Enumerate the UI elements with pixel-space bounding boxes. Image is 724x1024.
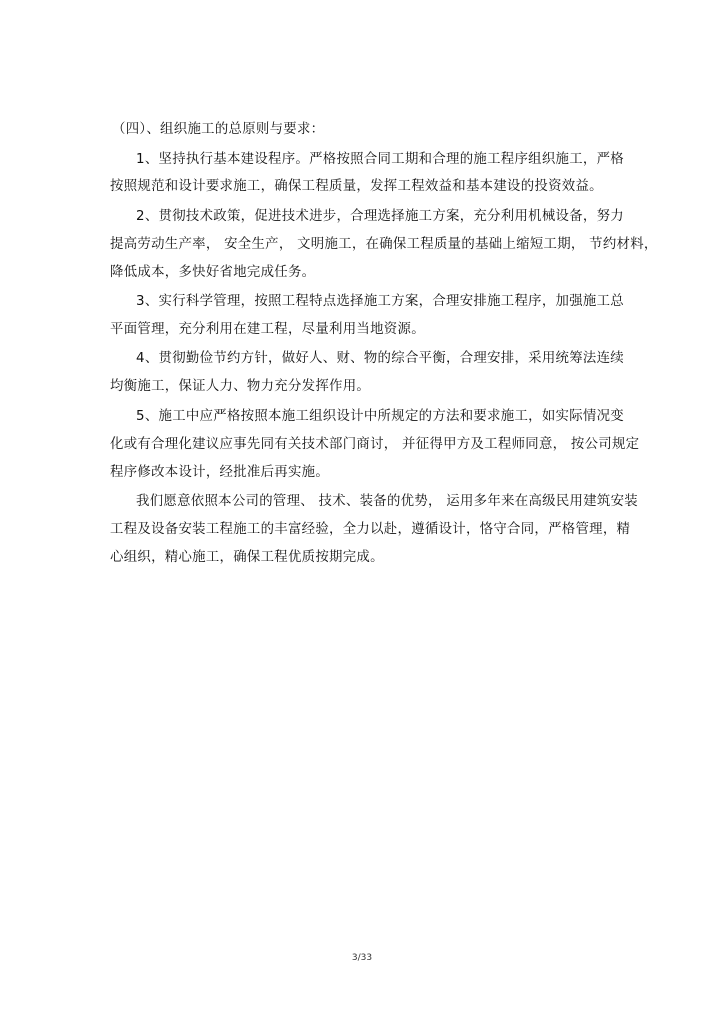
section-heading: （四）、组织施工的总原则与要求： xyxy=(112,122,325,137)
closing-line-1: 我们愿意依照本公司的管理、 技术、装备的优势， 运用多年来在高级民用建筑安装 xyxy=(136,494,638,509)
item-5-line-1: 5、施工中应严格按照本施工组织设计中所规定的方法和要求施工，如实际情况变 xyxy=(136,409,624,424)
item-2-line-1: 2、贯彻技术政策，促进技术进步，合理选择施工方案，充分利用机械设备，努力 xyxy=(136,209,624,224)
closing-line-2: 工程及设备安装工程施工的丰富经验，全力以赴，遵循设计，恪守合同，严格管理，精 xyxy=(110,522,631,537)
page-number: 3/33 xyxy=(351,953,373,963)
item-3-line-1: 3、实行科学管理，按照工程特点选择施工方案，合理安排施工程序，加强施工总 xyxy=(136,294,624,309)
item-4-line-1: 4、贯彻勤俭节约方针，做好人、财、物的综合平衡，合理安排，采用统筹法连续 xyxy=(136,351,624,366)
item-3-line-2: 平面管理，充分利用在建工程，尽量利用当地资源。 xyxy=(110,322,425,337)
item-5-line-3: 程序修改本设计，经批准后再实施。 xyxy=(110,465,330,480)
closing-line-3: 心组织，精心施工，确保工程优质按期完成。 xyxy=(110,550,384,565)
item-2-line-2: 提高劳动生产率， 安全生产， 文明施工，在确保工程质量的基础上缩短工期， 节约材料， xyxy=(110,237,658,252)
item-1-line-1: 1、坚持执行基本建设程序。严格按照合同工期和合理的施工程序组织施工，严格 xyxy=(136,152,624,167)
item-2-line-3: 降低成本，多快好省地完成任务。 xyxy=(110,265,316,280)
item-1-line-2: 按照规范和设计要求施工，确保工程质量，发挥工程效益和基本建设的投资效益。 xyxy=(110,179,603,194)
item-5-line-2: 化或有合理化建议应事先同有关技术部门商讨， 并征得甲方及工程师同意， 按公司规定 xyxy=(110,437,640,452)
item-4-line-2: 均衡施工，保证人力、物力充分发挥作用。 xyxy=(110,379,371,394)
